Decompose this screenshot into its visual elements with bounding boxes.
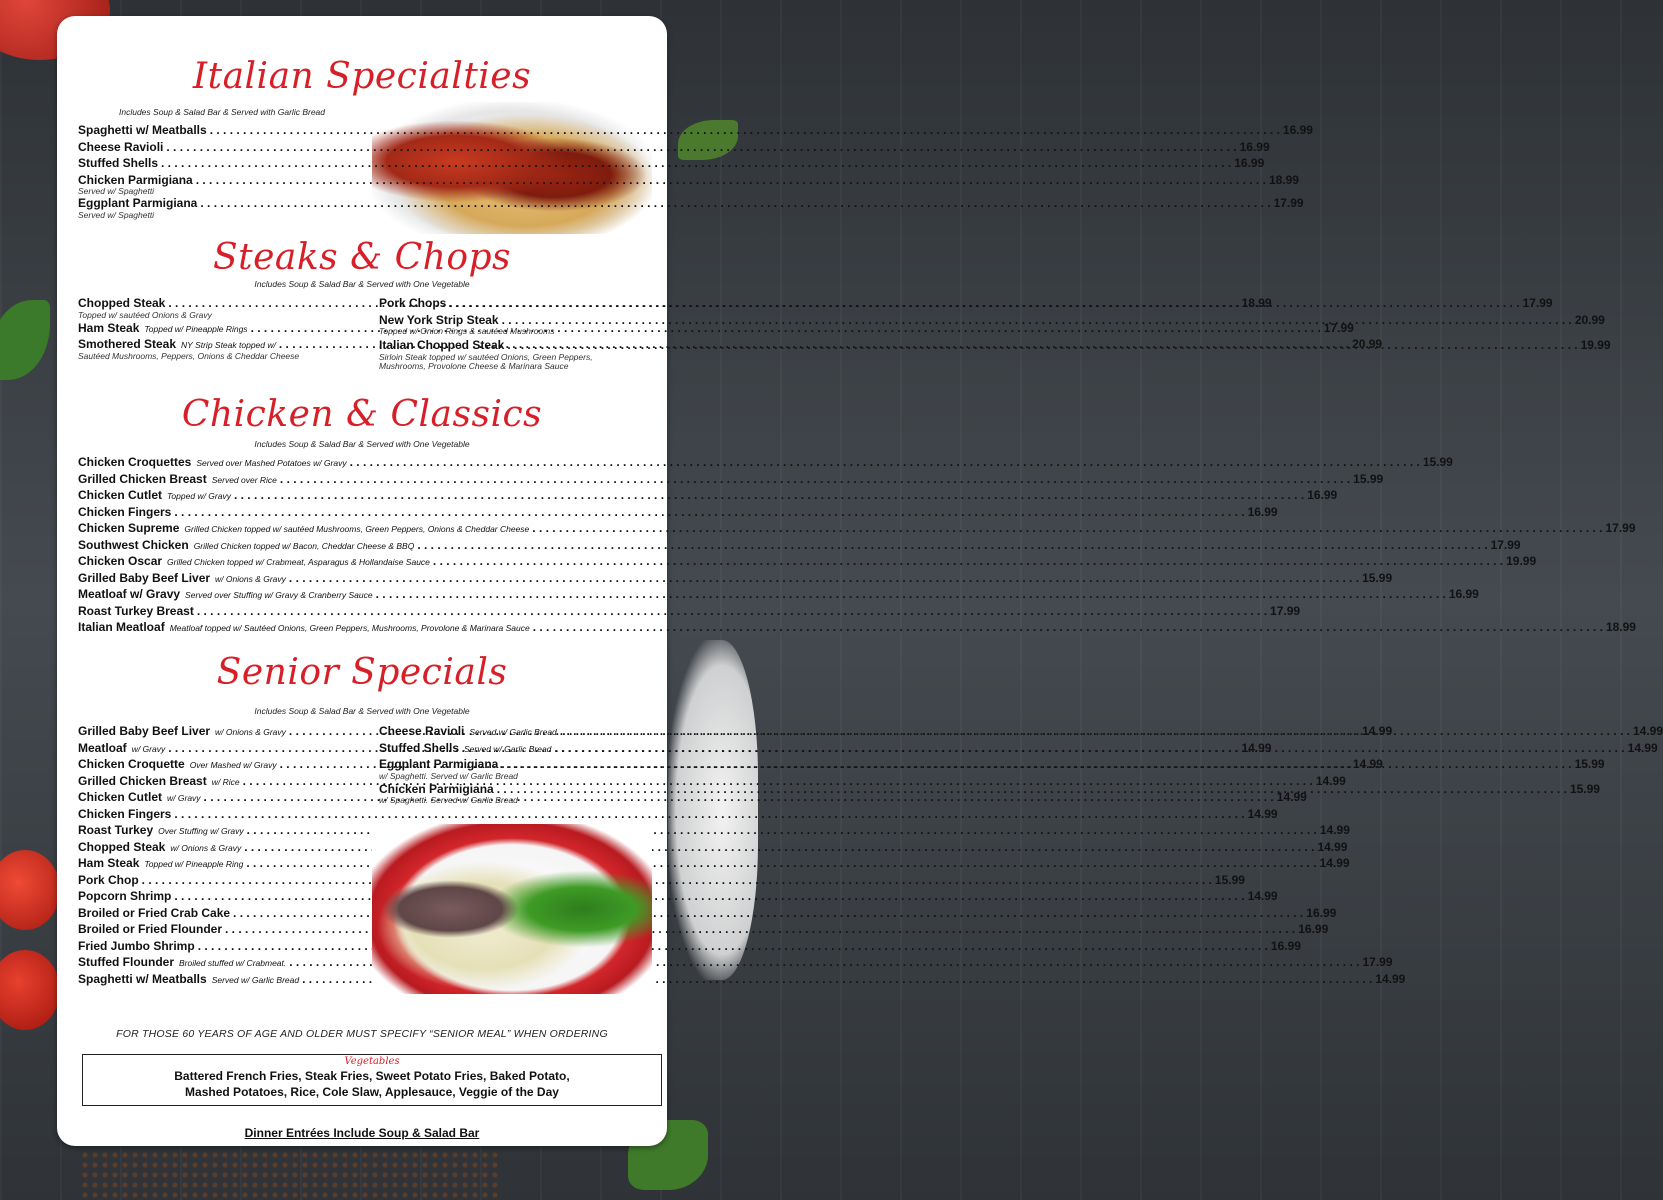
menu-item-price: 17.99	[1273, 196, 1304, 210]
italian-section-title: Italian Specialties	[192, 56, 532, 97]
menu-item-description: Topped w/ Gravy	[167, 491, 231, 501]
menu-item-description: Served over Stuffing w/ Gravy & Cranberry Sauce	[185, 590, 373, 600]
menu-item	[78, 603, 1301, 619]
menu-item-description: Meatloaf topped w/ Sautéed Onions, Green Peppers, Mushrooms, Provolone & Marinara Sauce	[169, 623, 530, 633]
menu-item-price: 17.99	[1362, 955, 1393, 969]
dot-leader	[210, 123, 1280, 138]
menu-item-note: Sirloin Steak topped w/ sautéed Onions, Green Peppers,	[379, 351, 593, 362]
menu-item-price: 16.99	[1307, 488, 1338, 502]
menu-item-note: Served w/ Spaghetti	[78, 186, 155, 196]
menu-item	[78, 905, 1337, 921]
dot-leader	[174, 505, 1244, 520]
menu-item-price: 16.99	[1282, 123, 1313, 137]
dot-leader	[198, 939, 1268, 954]
menu-item-description: Grilled Chicken topped w/ Bacon, Cheddar Cheese & BBQ	[193, 540, 415, 551]
menu-item-price: 16.99	[1247, 504, 1278, 519]
menu-item	[78, 955, 1393, 971]
menu-item-price: 17.99	[1605, 521, 1636, 535]
menu-item	[78, 889, 1278, 904]
menu-item-description: Served w/ Garlic Bread	[469, 727, 557, 737]
menu-item-note: w/ Spaghetti. Served w/ Garlic Bread	[379, 795, 518, 805]
menu-item-price: 14.99	[1362, 724, 1393, 738]
menu-item-price: 18.99	[1605, 620, 1636, 634]
peppercorn-decoration	[80, 1150, 500, 1200]
menu-item-name: Chopped Steak	[78, 296, 166, 310]
menu-item-price: 15.99	[1362, 570, 1393, 585]
menu-item-name: Grilled Baby Beef Liver	[78, 724, 211, 738]
menu-item-name: Chicken Parmigiana	[379, 781, 494, 796]
menu-item-price: 19.99	[1506, 554, 1537, 568]
menu-item-name: Ham Steak	[78, 856, 140, 870]
steaks-section-note: Includes Soup & Salad Bar & Served with One Vegetable	[254, 279, 470, 289]
menu-item-description: Topped w/ Pineapple Rings	[144, 323, 248, 334]
menu-item-name: Pork Chops	[379, 296, 447, 310]
menu-item-price: 16.99	[1234, 156, 1265, 170]
menu-item-name: Chopped Steak	[78, 839, 166, 854]
dot-leader	[560, 724, 1630, 739]
menu-item-name: Pork Chop	[78, 872, 139, 887]
menu-item	[78, 471, 1384, 488]
menu-item-price: 20.99	[1352, 337, 1383, 351]
menu-item-name: Fried Jumbo Shrimp	[78, 938, 195, 953]
menu-item-description: w/ Onions & Gravy	[170, 842, 242, 853]
menu-item-name: Chicken Cutlet	[78, 488, 163, 502]
menu-item	[78, 570, 1393, 587]
menu-item-name: Stuffed Shells	[78, 156, 159, 170]
menu-item	[78, 537, 1521, 554]
menu-item-name: New York Strip Steak	[379, 312, 499, 327]
menu-item-description: Over Mashed w/ Gravy	[189, 760, 277, 770]
menu-card	[57, 16, 1663, 1146]
menu-item-price: 14.99	[1627, 740, 1658, 755]
menu-item-name: Spaghetti w/ Meatballs	[78, 123, 207, 137]
menu-item-price: 14.99	[1276, 790, 1307, 804]
menu-item-name: Meatloaf w/ Gravy	[78, 587, 181, 601]
menu-item-name: Broiled or Fried Flounder	[78, 922, 223, 936]
menu-item-price: 14.99	[1319, 856, 1350, 870]
menu-item-name: Broiled or Fried Crab Cake	[78, 905, 231, 920]
menu-item-name: Chicken Supreme	[78, 521, 180, 535]
menu-item-note: Sautéed Mushrooms, Peppers, Onions & Cheddar Cheese	[78, 350, 300, 361]
menu-item-name: Eggplant Parmigiana	[379, 757, 499, 771]
vegetables-line: Battered French Fries, Steak Fries, Sweet Potato Fries, Baked Potato,	[174, 1069, 570, 1083]
menu-item-note: Topped w/ Onion Rings & sautéed Mushrooms	[379, 326, 555, 336]
menu-item-name: Chicken Parmigiana	[78, 172, 193, 187]
menu-item-name: Southwest Chicken	[78, 537, 189, 552]
menu-item-price: 17.99	[1490, 537, 1521, 552]
dot-leader	[507, 338, 1577, 353]
menu-item-price: 15.99	[1353, 471, 1384, 486]
menu-item-price: 14.99	[1352, 757, 1383, 771]
vegetables-title: Vegetables	[344, 1056, 400, 1067]
menu-item-name: Roast Turkey	[78, 823, 154, 837]
menu-item-name: Grilled Chicken Breast	[78, 471, 207, 486]
menu-item-description: w/ Gravy	[131, 743, 166, 754]
dot-leader	[200, 196, 1270, 211]
dot-leader	[142, 873, 1212, 888]
menu-item-name: Smothered Steak	[78, 337, 177, 351]
italian-section-note: Includes Soup & Salad Bar & Served with Garlic Bread	[119, 107, 325, 117]
menu-item-price: 16.99	[1306, 905, 1337, 920]
dot-leader	[554, 741, 1624, 756]
menu-item	[78, 521, 1636, 537]
dot-leader	[449, 296, 1519, 311]
menu-item	[78, 488, 1338, 504]
menu-item-name: Eggplant Parmigiana	[78, 196, 198, 210]
menu-item-price: 20.99	[1574, 312, 1605, 327]
menu-item-description: Grilled Chicken topped w/ sautéed Mushrooms, Green Peppers, Onions & Cheddar Cheese	[184, 524, 530, 534]
menu-item	[78, 156, 1265, 171]
menu-item	[78, 856, 1350, 872]
menu-item	[78, 139, 1270, 155]
menu-item-note: w/ Spaghetti. Served w/ Garlic Bread	[379, 770, 518, 781]
menu-item	[78, 620, 1636, 636]
senior-age-note: FOR THOSE 60 YEARS OF AGE AND OLDER MUST SPECIFY “SENIOR MEAL” WHEN ORDERING	[116, 1028, 608, 1040]
menu-item	[78, 123, 1313, 138]
menu-item	[78, 554, 1537, 570]
dot-leader	[161, 156, 1231, 171]
menu-item-description: Broiled stuffed w/ Crabmeat.	[179, 958, 287, 968]
tomato-decoration	[0, 950, 60, 1030]
menu-item-name: Roast Turkey Breast	[78, 603, 194, 618]
menu-item-price: 15.99	[1214, 872, 1245, 887]
menu-item-name: Chicken Croquette	[78, 757, 185, 771]
menu-item-description: w/ Rice	[211, 776, 240, 787]
menu-item-price: 17.99	[1522, 296, 1553, 310]
menu-item-note: Topped w/ sautéed Onions & Gravy	[78, 309, 212, 320]
menu-item	[379, 724, 1663, 740]
menu-item-price: 16.99	[1448, 587, 1479, 601]
menu-item-name: Cheese Ravioli	[379, 724, 465, 738]
dinner-footer-note: Dinner Entrées Include Soup & Salad Bar	[244, 1126, 480, 1140]
menu-item-name: Spaghetti w/ Meatballs	[78, 971, 207, 986]
menu-item	[78, 938, 1301, 954]
menu-item	[78, 839, 1348, 856]
steaks-section-title: Steaks & Chops	[212, 237, 512, 278]
menu-item-price: 14.99	[1375, 971, 1406, 986]
vegetables-box	[82, 1054, 662, 1106]
menu-item-description: Grilled Chicken topped w/ Crabmeat, Asparagus & Hollandaise Sauce	[167, 557, 430, 567]
menu-item-description: Over Stuffing w/ Gravy	[158, 826, 244, 836]
menu-item-name: Meatloaf	[78, 740, 127, 755]
menu-item-price: 14.99	[1247, 806, 1278, 821]
menu-item	[78, 587, 1479, 603]
chicken-section-title: Chicken & Classics	[181, 394, 543, 435]
dot-leader	[502, 313, 1572, 328]
menu-item-name: Chicken Croquettes	[78, 455, 192, 469]
menu-item-note: Mushrooms, Provolone Cheese & Marinara Sauce	[379, 360, 569, 371]
menu-item-price: 14.99	[1633, 724, 1663, 738]
menu-item-description: w/ Gravy	[167, 793, 201, 803]
menu-item-description: Topped w/ Pineapple Ring	[144, 859, 244, 869]
menu-item-price: 15.99	[1422, 455, 1453, 469]
menu-item	[379, 740, 1658, 757]
menu-item	[78, 872, 1245, 888]
menu-item-name: Grilled Chicken Breast	[78, 773, 207, 788]
menu-item	[78, 823, 1350, 839]
menu-item-price: 15.99	[1574, 757, 1605, 771]
dot-leader	[289, 571, 1359, 586]
dot-leader	[532, 521, 1602, 536]
senior-section-note: Includes Soup & Salad Bar & Served with One Vegetable	[254, 706, 470, 716]
senior-section-title: Senior Specials	[216, 652, 508, 693]
menu-item-name: Chicken Fingers	[78, 504, 172, 519]
dot-leader	[433, 554, 1503, 569]
menu-item-price: 16.99	[1239, 139, 1270, 154]
beef-liver-broccoli-photo	[372, 824, 652, 994]
menu-item-name: Grilled Baby Beef Liver	[78, 570, 211, 585]
menu-item-price: 14.99	[1319, 823, 1350, 837]
dot-leader	[417, 538, 1487, 553]
dot-leader	[196, 173, 1266, 188]
dot-leader	[350, 455, 1420, 470]
menu-item-name: Chicken Fingers	[78, 806, 172, 821]
dot-leader	[174, 889, 1244, 904]
menu-item-price: 14.99	[1317, 839, 1348, 854]
dot-leader	[376, 587, 1446, 602]
menu-item-name: Ham Steak	[78, 320, 140, 335]
menu-item-name: Chicken Cutlet	[78, 790, 163, 804]
menu-item	[78, 455, 1453, 471]
menu-item	[78, 971, 1406, 988]
menu-item-price: 17.99	[1270, 603, 1301, 618]
dot-leader	[197, 604, 1267, 619]
menu-item-name: Stuffed Flounder	[78, 955, 174, 969]
menu-item-name: Italian Chopped Steak	[379, 338, 505, 352]
menu-item-price: 14.99	[1247, 889, 1278, 903]
menu-item-name: Chicken Oscar	[78, 554, 163, 568]
menu-item	[78, 922, 1329, 937]
menu-item-description: Served w/ Garlic Bread	[211, 974, 300, 985]
menu-item-name: Cheese Ravioli	[78, 139, 164, 154]
basil-leaf-decoration	[0, 300, 50, 380]
menu-item-price: 19.99	[1580, 338, 1611, 352]
menu-item-price: 18.99	[1241, 296, 1272, 310]
menu-item-name: Italian Meatloaf	[78, 620, 165, 634]
dot-leader	[533, 620, 1603, 635]
vegetables-line: Mashed Potatoes, Rice, Cole Slaw, Applesauce, Veggie of the Day	[185, 1085, 559, 1099]
menu-item-note: Served w/ Spaghetti	[78, 209, 155, 220]
menu-item-name: Popcorn Shrimp	[78, 889, 172, 903]
menu-item-description: w/ Onions & Gravy	[215, 573, 286, 584]
tomato-decoration	[0, 850, 60, 930]
menu-item-price: 16.99	[1298, 922, 1329, 936]
menu-item-price: 18.99	[1268, 172, 1299, 187]
menu-item-price: 14.99	[1315, 773, 1346, 788]
menu-item-price: 14.99	[1241, 740, 1272, 755]
dot-leader	[234, 488, 1304, 503]
chicken-section-note: Includes Soup & Salad Bar & Served with One Vegetable	[254, 439, 470, 449]
dot-leader	[497, 782, 1567, 797]
menu-item-description: NY Strip Steak topped w/	[181, 340, 276, 350]
menu-item	[78, 504, 1278, 520]
menu-item-name: Stuffed Shells	[379, 740, 460, 755]
menu-item-description: Served over Mashed Potatoes w/ Gravy	[196, 458, 347, 468]
dot-leader	[280, 472, 1350, 487]
menu-item-price: 15.99	[1569, 781, 1600, 796]
menu-item	[78, 806, 1278, 822]
menu-item-description: Served over Rice	[211, 474, 277, 485]
menu-item-description: w/ Onions & Gravy	[215, 727, 286, 737]
dot-leader	[501, 757, 1571, 772]
menu-item-description: Served w/ Garlic Bread	[464, 743, 552, 754]
dot-leader	[174, 807, 1244, 822]
menu-item-price: 16.99	[1270, 938, 1301, 953]
dot-leader	[166, 140, 1236, 155]
menu-item-price: 17.99	[1323, 320, 1354, 335]
